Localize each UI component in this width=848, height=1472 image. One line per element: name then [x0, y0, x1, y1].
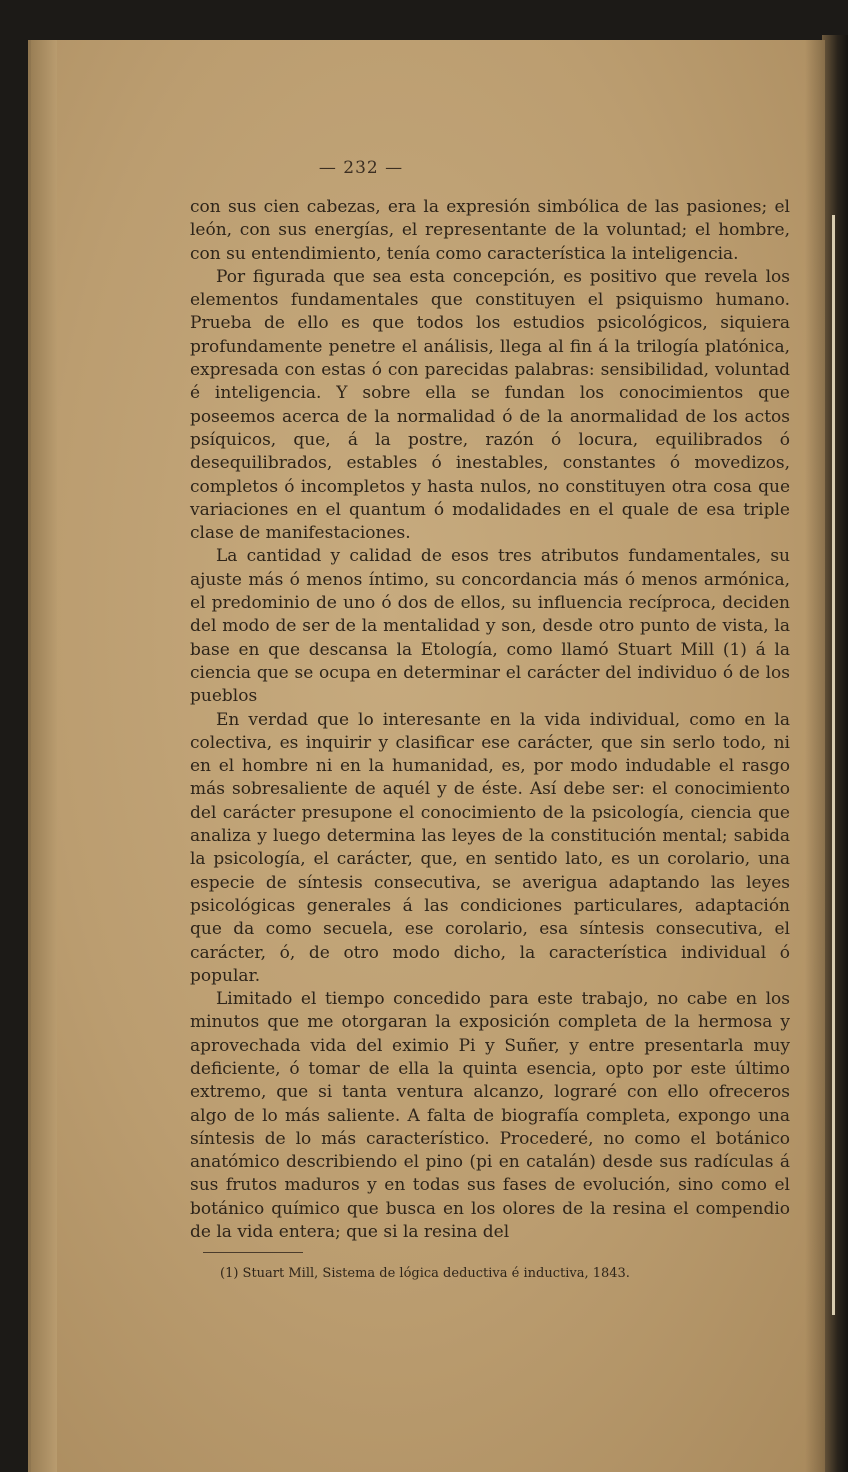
paragraph-1: con sus cien cabezas, era la expresión simbólica de las pasiones; el león, con sus energías, el representante de la voluntad; el hombre, con su entendimiento, tenía como característica la inteligencia.: [190, 197, 790, 264]
body-text: [190, 196, 790, 1244]
footnote: (1) Stuart Mill, Sistema de lógica deductiva é inductiva, 1843.: [220, 1266, 630, 1281]
page-shadow: [805, 40, 825, 1472]
paragraph-5: Limitado el tiempo concedido para este trabajo, no cabe en los minutos que me otorgaran la exposición completa de la hermosa y aprovechada vida del eximio Pi y Suñer, y entre presentarla muy deficiente, ó tomar de ella la quinta esencia, opto por este último extremo, que si tanta ventura alcanzo, lograré con ello ofreceros algo de lo más saliente. A falta de biografía completa, expongo una síntesis de lo más característico. Procederé, no como el botánico anatómico describiendo el pino (pi en catalán) desde sus radículas á sus frutos maduros y en todas sus fases de evolución, sino como el botánico químico que busca en los olores de la resina el compendio de la vida entera; que si la resina del: [190, 989, 790, 1243]
paragraph-4: En verdad que lo interesante en la vida individual, como en la colectiva, es inquirir y clasificar ese carácter, que sin serlo todo, ni en el hombre ni en la humanidad, es, por modo indudable el rasgo más sobresaliente de aquél y de éste. Así debe ser: el conocimiento del carácter presupone el conocimiento de la psicología, ciencia que analiza y luego determina las leyes de la constitución mental; sabida la psicología, el carácter, que, en sentido lato, es un corolario, una especie de síntesis consecutiva, se averigua adaptando las leyes psicológicas generales á las condiciones particulares, adaptación que da como secuela, ese corolario, esa síntesis consecutiva, el carácter, ó, de otro modo dicho, la característica individual ó popular.: [190, 709, 790, 986]
paragraph-3: La cantidad y calidad de esos tres atributos fundamentales, su ajuste más ó menos íntimo, su concordancia más ó menos armónica, el predominio de uno ó dos de ellos, su influencia recíproca, deciden del modo de ser de la mentalidad y son, desde otro punto de vista, la base en que descansa la Etología, como llamó Stuart Mill (1) á la ciencia que se ocupa en determinar el carácter del individuo ó de los pueblos: [190, 546, 790, 707]
page-number: — 232 —: [318, 158, 404, 178]
adjacent-page-edge: [822, 35, 848, 1472]
footnote-rule: [203, 1252, 303, 1253]
paragraph-2: Por figurada que sea esta concepción, es positivo que revela los elementos fundamentales que constituyen el psiquismo humano. Prueba de ello es que todos los estudios psicológicos, siquiera profundamente penetre el análisis, llega al fin á la trilogía platónica, expresada con estas ó con parecidas palabras: sensibilidad, voluntad é inteligencia. Y sobre ella se fundan los conocimientos que poseemos acerca de la normalidad ó de la anormalidad de los actos psíquicos, que, á la postre, razón ó locura, equilibrados ó desequilibrados, estables ó inestables, constantes ó movedizos, completos ó incompletos y hasta nulos, no constituyen otra cosa que variaciones en el quantum ó modalidades en el quale de esa triple clase de manifestaciones.: [190, 266, 790, 544]
page-gutter: [31, 40, 57, 1472]
